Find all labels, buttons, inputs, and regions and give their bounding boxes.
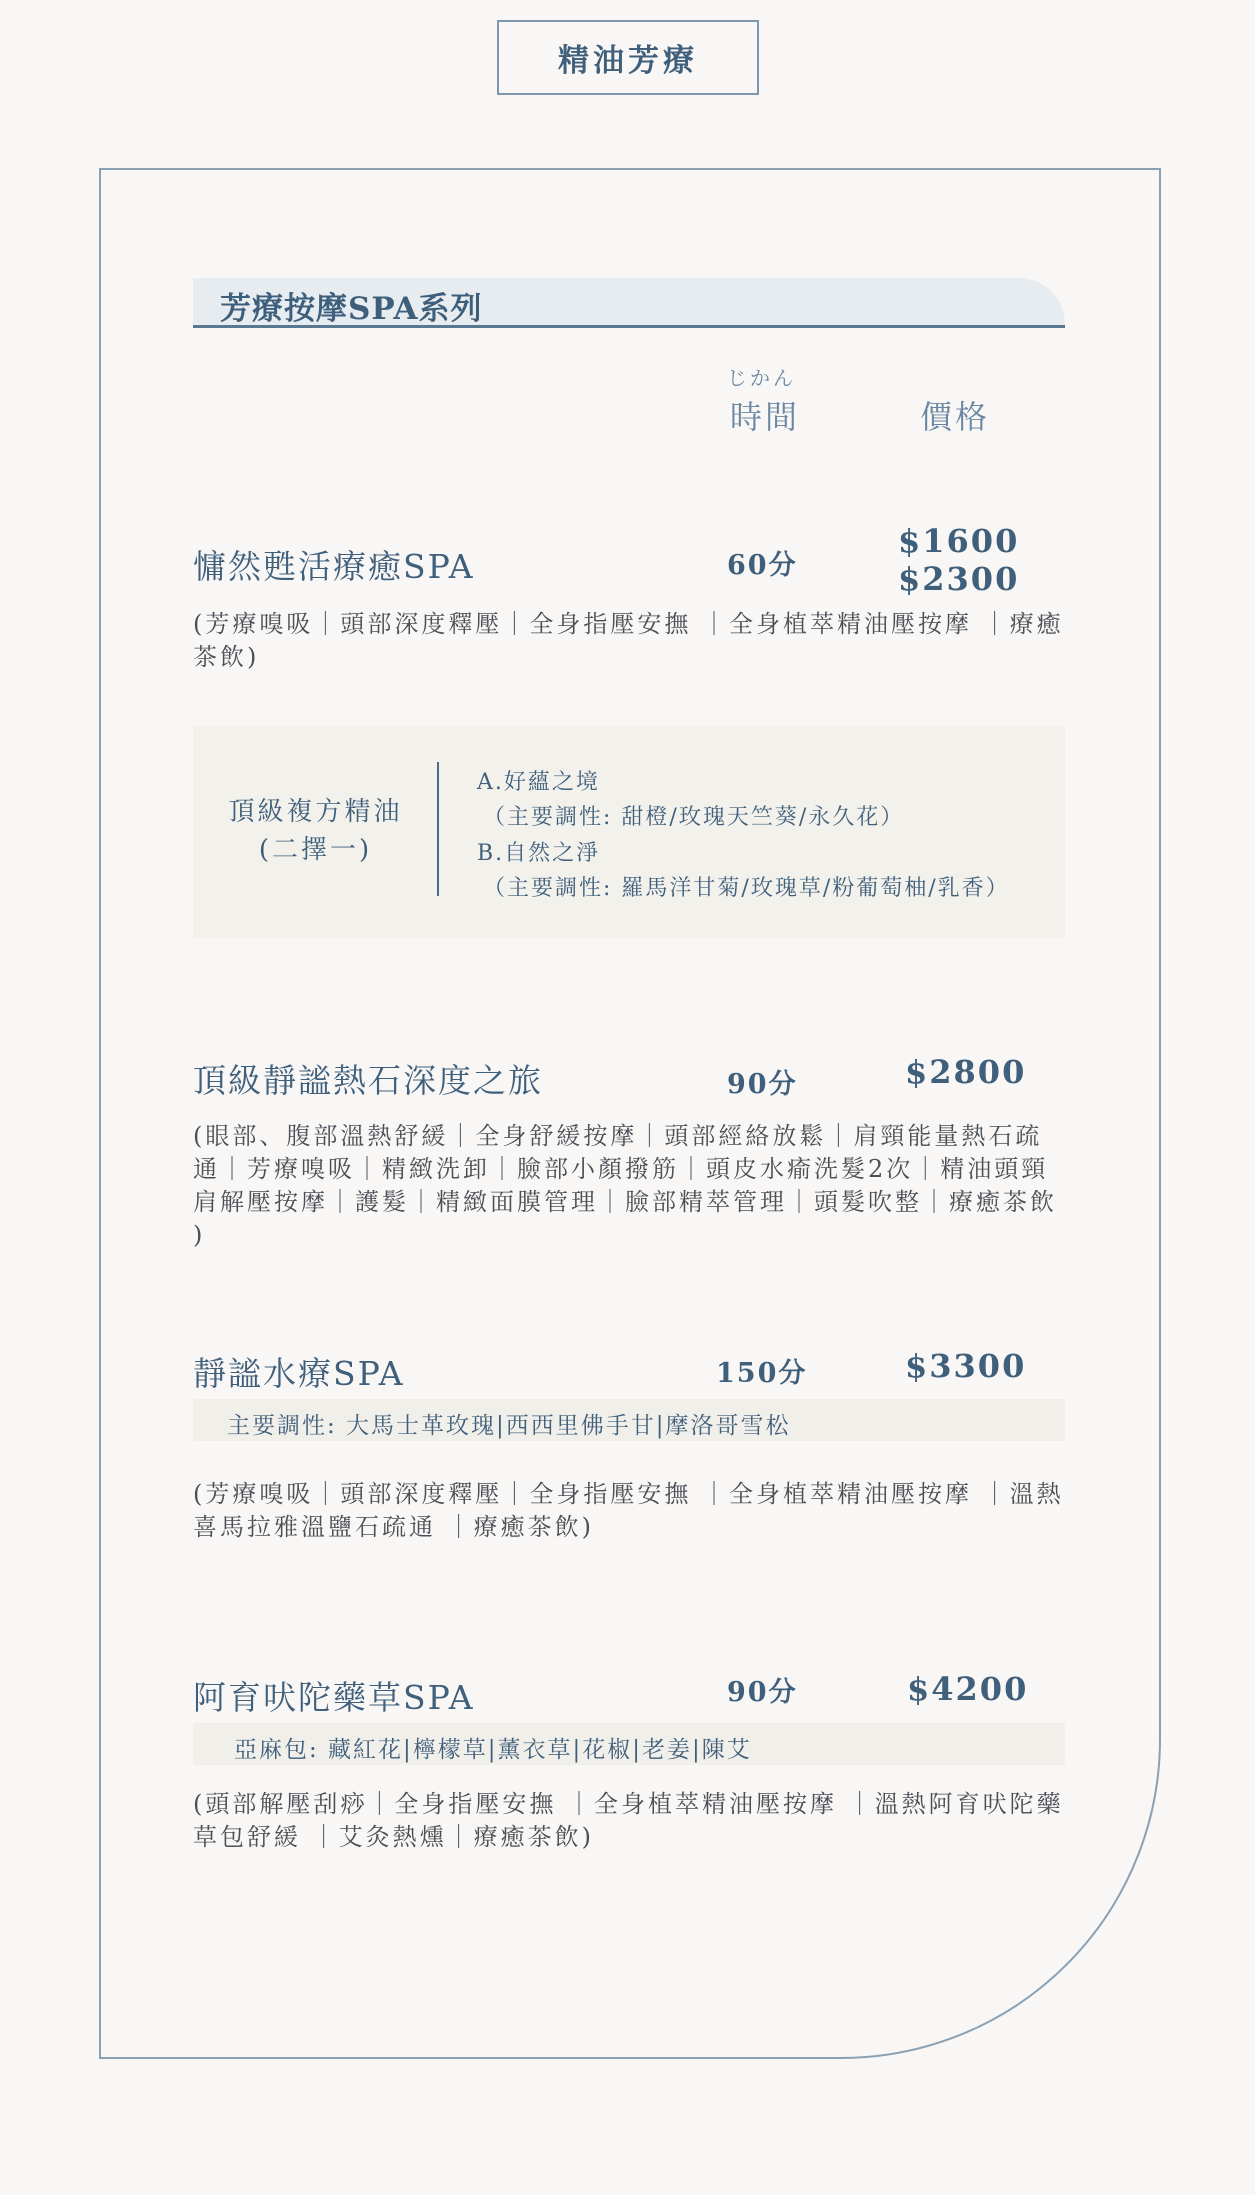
item-price: $4200 [907,1670,1029,1708]
price-column-header: 價格 [920,398,991,436]
time-column-furigana: じかん [727,366,796,390]
description-line: 肩解壓按摩｜護髮｜精緻面膜管理｜臉部精萃管理｜頭髮吹整｜療癒茶飲 [193,1188,1057,1216]
item-description [193,1478,1073,1544]
description-line: (眼部、腹部溫熱舒緩｜全身舒緩按摩｜頭部經絡放鬆｜肩頸能量熱石疏 [193,1122,1043,1150]
oil-selection-title [193,793,438,869]
description-line: 喜馬拉雅溫鹽石疏通 ｜療癒茶飲) [193,1513,594,1541]
menu-frame [99,168,1161,2059]
oil-option-a-name: A.好蘊之境 [477,770,600,795]
description-line: 草包舒緩 ｜艾灸熱燻｜療癒茶飲) [193,1823,594,1851]
time-column-header: 時間 [730,398,801,436]
section-title: 芳療按摩SPA系列 [220,291,483,327]
description-line: ) [193,1221,206,1249]
description-line: 茶飲) [193,643,260,671]
description-line: (芳療嗅吸｜頭部深度釋壓｜全身指壓安撫 ｜全身植萃精油壓按摩 ｜溫熱 [193,1480,1064,1508]
item-description [193,608,1073,674]
description-line: 通｜芳療嗅吸｜精緻洗卸｜臉部小顏撥筋｜頭皮水瘉洗髮2次｜精油頭頸 [193,1155,1049,1183]
oil-title-line: 頂級複方精油 [228,797,403,827]
item-note: 亞麻包: 藏紅花|檸檬草|薰衣草|花椒|老姜|陳艾 [234,1737,752,1763]
item-name: 靜謐水療SPA [193,1354,405,1393]
page-title: 精油芳療 [497,20,759,95]
item-price-secondary: $2300 [898,560,1020,598]
oil-option-b-name: B.自然之淨 [477,841,601,866]
item-time: 90分 [727,1677,798,1708]
item-name: 頂級靜謐熱石深度之旅 [193,1061,543,1100]
item-price: $3300 [905,1347,1027,1385]
item-description [193,1120,1073,1252]
description-line: (頭部解壓刮痧｜全身指壓安撫 ｜全身植萃精油壓按摩 ｜溫熱阿育吠陀藥 [193,1790,1064,1818]
item-time: 90分 [727,1069,798,1100]
item-price: $2800 [905,1053,1027,1091]
description-line: (芳療嗅吸｜頭部深度釋壓｜全身指壓安撫 ｜全身植萃精油壓按摩 ｜療癒 [193,610,1064,638]
item-name: 阿育吠陀藥草SPA [193,1678,475,1717]
oil-option-b-notes: （主要調性: 羅馬洋甘菊/玫瑰草/粉葡萄柚/乳香） [483,876,1010,901]
oil-option-a-notes: （主要調性: 甜橙/玫瑰天竺葵/永久花） [483,805,905,830]
oil-title-subline: (二擇一) [258,835,373,865]
item-name: 慵然甦活療癒SPA [193,547,475,586]
item-description [193,1788,1073,1854]
item-time: 150分 [716,1358,808,1389]
oil-divider [437,762,439,896]
item-note: 主要調性: 大馬士革玫瑰|西西里佛手甘|摩洛哥雪松 [227,1413,791,1439]
item-time: 60分 [727,550,798,581]
item-price: $1600 [898,522,1020,560]
